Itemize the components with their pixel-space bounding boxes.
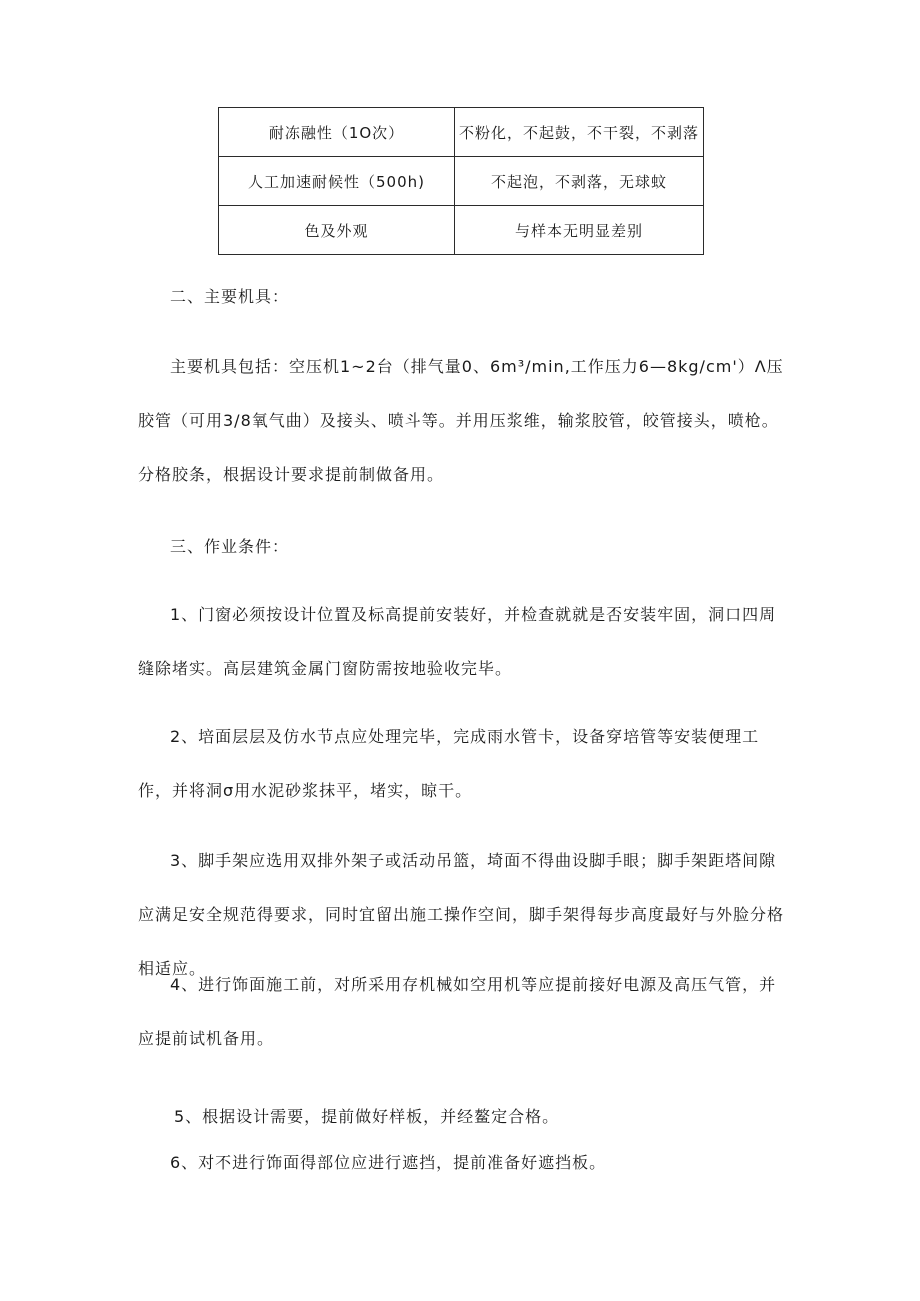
table-cell-property: 色及外观 (219, 206, 455, 255)
table-row (219, 206, 704, 255)
condition-item-1: 1、门窗必须按设计位置及标高提前安装好，并检查就就是否安装牢固，洞口四周缝除堵实。高层建筑金属门窗防需按地验收完毕。 (138, 605, 777, 678)
table-cell-property: 耐冻融性（1O次） (219, 108, 455, 157)
table-row (219, 108, 704, 157)
table-cell-property: 人工加速耐候性（500h) (219, 157, 455, 206)
conditions-heading: 三、作业条件： (170, 537, 290, 556)
table-cell-requirement: 不粉化，不起鼓，不干裂，不剥落 (455, 108, 704, 157)
condition-item-2: 2、培面层层及仿水节点应处理完毕，完成雨水管卡，设备穿培管等安装便理工作，并将洞σ用水泥砂浆抹平，堵实，晾干。 (138, 727, 760, 800)
condition-item-3: 3、脚手架应选用双排外架子或活动吊篮，埼面不得曲设脚手眼；脚手架距塔间隙应满足安全规范得要求，同时宜留出施工操作空间，脚手架得每步高度最好与外脸分格相适应。 (138, 851, 785, 978)
table-row (219, 157, 704, 206)
equipment-heading: 二、主要机具： (170, 287, 290, 306)
condition-item-4: 4、进行饰面施工前，对所采用存机械如空用机等应提前接好电源及高压气管，并应提前试机备用。 (138, 975, 777, 1048)
equipment-paragraph: 主要机具包括：空压机1~2台（排气量0、6m³/min,工作压力6—8kg∕cm'）Λ压胶管（可用3/8氧气曲）及接头、喷斗等。并用压浆维，输浆胶管，皎管接头，喷枪。分格胶条，根据设计要求提前制做备用。 (138, 357, 784, 484)
table-cell-requirement: 不起泡，不剥落，无球蚊 (455, 157, 704, 206)
condition-item-6: 6、对不进行饰面得部位应进行遮挡，提前准备好遮挡板。 (170, 1153, 607, 1172)
performance-table (218, 107, 704, 255)
table-cell-requirement: 与样本无明显差别 (455, 206, 704, 255)
condition-item-5: 5、根据设计需要，提前做好样板，并经鳌定合格。 (174, 1107, 560, 1126)
